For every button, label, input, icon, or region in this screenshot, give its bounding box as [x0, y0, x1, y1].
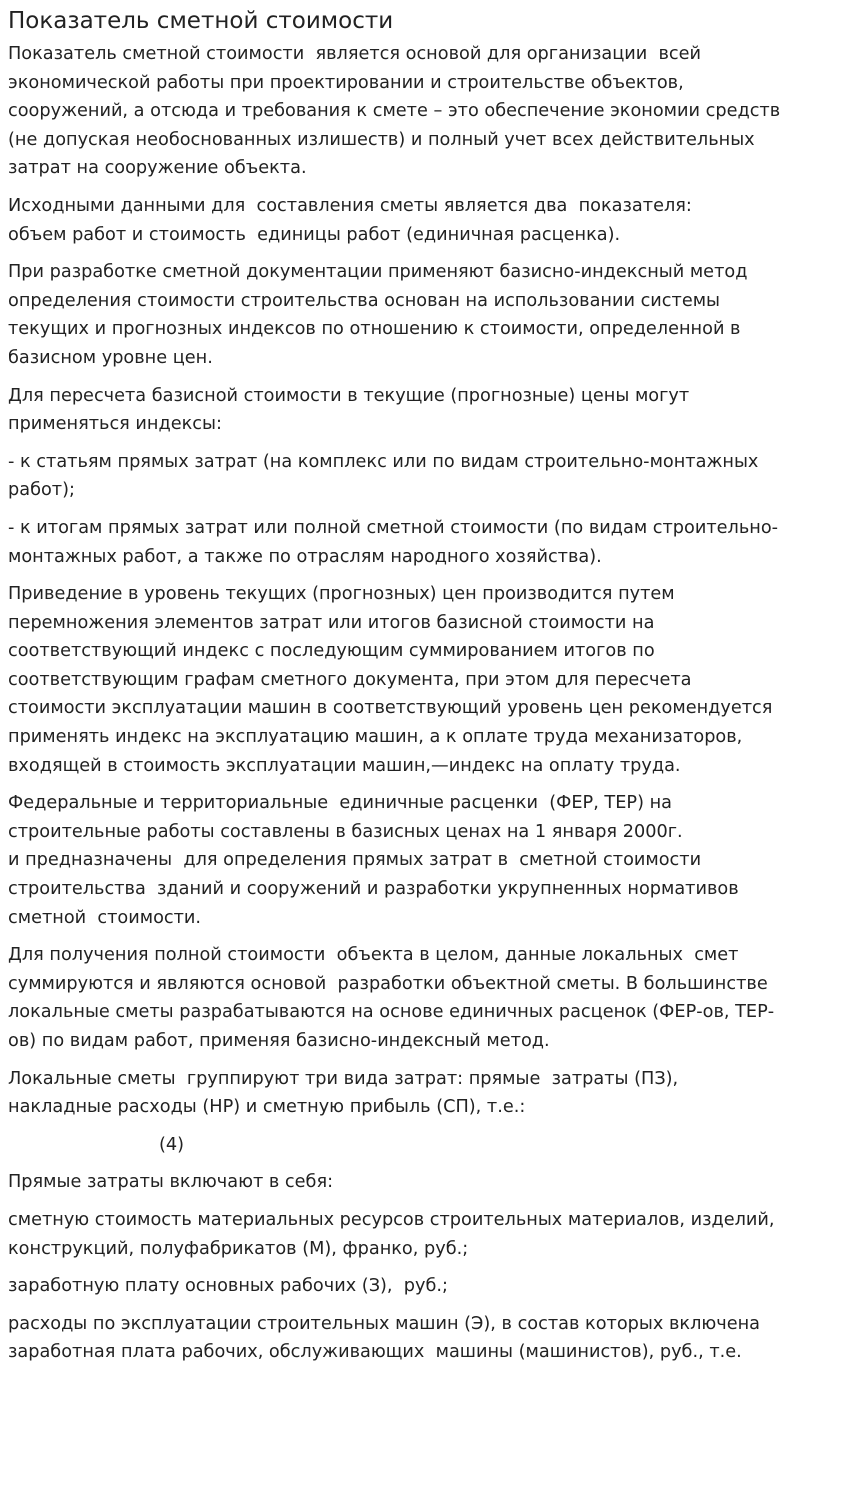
paragraph-price-conversion: Приведение в уровень текущих (прогнозных) цен производится путем перемножения элементов затрат или итогов базисной стоимости на соответствующий индекс с последующим суммированием итогов по соответствующим графам сметного документа, при этом для пересчета стоимости эксплуатации машин в соответствующий уровень цен рекомендуется применять индекс на эксплуатацию машин, а к оплате труда механизаторов, входящей в стоимость эксплуатации машин,—индекс на оплату труда. — [8, 584, 773, 776]
list-item-totals: - к итогам прямых затрат или полной сметной стоимости (по видам строительно- монтажных работ, а также по отраслям народного хозяйства). — [8, 517, 779, 567]
paragraph-wages: заработную плату основных рабочих (З), руб.; — [8, 1276, 448, 1297]
paragraph-method: При разработке сметной документации применяют базисно-индексный метод определения стоимости строительства основан на использовании системы текущих и прогнозных индексов по отношению к стоимости, определенной в базисном уровне цен. — [8, 262, 748, 368]
paragraph-direct-costs-heading: Прямые затраты включают в себя: — [8, 1172, 334, 1193]
paragraph-intro: Показатель сметной стоимости является основой для организации всей экономической работы при проектировании и строительстве объектов, сооружений, а отсюда и требования к смете – это обеспечение экономии средств (не допуская необоснованных излишеств) и полный учет всех действительных затрат на сооружение объекта. — [8, 44, 781, 179]
paragraph-unit-rates: Федеральные и территориальные единичные расценки (ФЕР, ТЕР) на строительные работы составлены в базисных ценах на 1 января 2000г. и предназначены для определения прямых затрат в сметной стоимости строительства зданий и сооружений и разработки укрупненных нормативов сметной стоимости. — [8, 793, 739, 928]
paragraph-indexes: Для пересчета базисной стоимости в текущие (прогнозные) цены могут применяться индексы: — [8, 385, 690, 435]
paragraph-materials: сметную стоимость материальных ресурсов строительных материалов, изделий, конструкций, полуфабрикатов (М), франко, руб.; — [8, 1209, 775, 1259]
list-item-direct-costs: - к статьям прямых затрат (на комплекс или по видам строительно-монтажных работ); — [8, 451, 759, 501]
formula-number: (4) — [159, 1134, 185, 1155]
paragraph-machines: расходы по эксплуатации строительных машин (Э), в состав которых включена заработная плата рабочих, обслуживающих машины (машинистов), руб., т.е. — [8, 1313, 760, 1363]
paragraph-input-data: Исходными данными для составления сметы является два показателя: объем работ и стоимость единицы работ (единичная расценка). — [8, 195, 692, 245]
paragraph-cost-types: Локальные сметы группируют три вида затрат: прямые затраты (ПЗ), накладные расходы (НР) и сметную прибыль (СП), т.е.: — [8, 1068, 679, 1118]
page-title: Показатель сметной стоимости — [8, 8, 394, 34]
paragraph-local-estimates: Для получения полной стоимости объекта в целом, данные локальных смет суммируются и являются основой разработки объектной сметы. В большинстве локальные сметы разрабатываются на основе единичных расценок (ФЕР-ов, ТЕР- ов) по видам работ, применяя базисно-индексный метод. — [8, 945, 775, 1051]
